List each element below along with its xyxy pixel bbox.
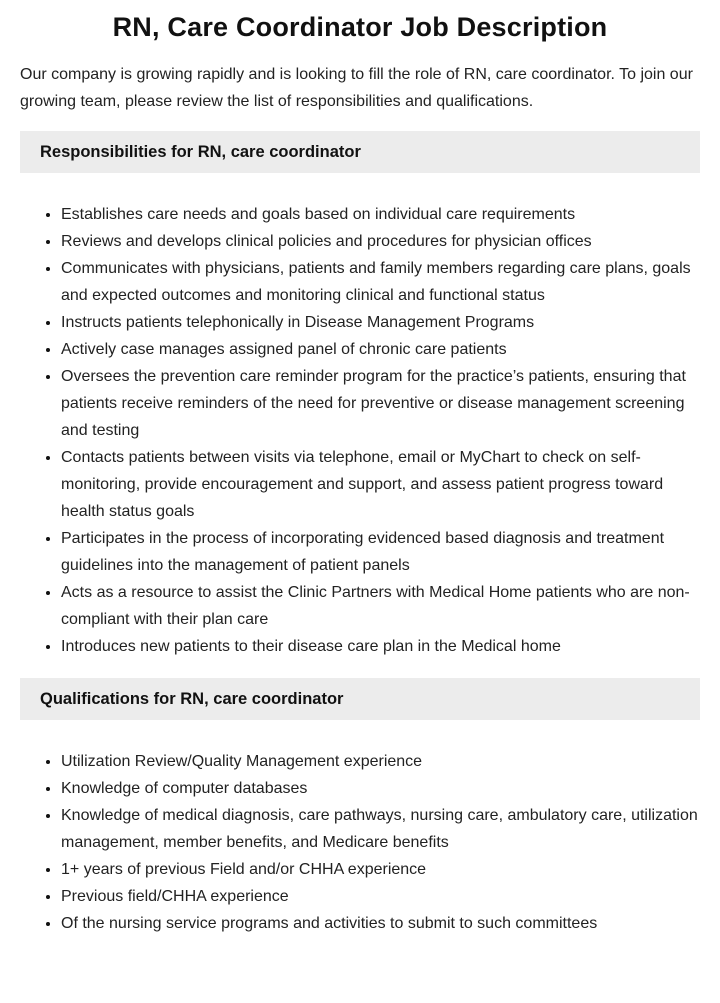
section-bar-responsibilities xyxy=(20,131,700,173)
list-item: • Knowledge of computer databases xyxy=(61,775,700,802)
qualifications-list xyxy=(20,748,700,937)
list-item: • Instructs patients telephonically in Disease Management Programs xyxy=(61,309,700,336)
list-item: • Knowledge of medical diagnosis, care pathways, nursing care, ambulatory care, utilization management, member benefits, and Medicare benefits xyxy=(61,802,700,856)
intro-text: Our company is growing rapidly and is looking to fill the role of RN, care coordinator. To join our growing team, please review the list of responsibilities and qualifications. xyxy=(20,66,693,110)
responsibilities-list xyxy=(20,201,700,660)
list-item: • Acts as a resource to assist the Clinic Partners with Medical Home patients who are non-compliant with their plan care xyxy=(61,579,700,633)
page-title: RN, Care Coordinator Job Description xyxy=(112,12,608,42)
qualifications-heading: Qualifications for RN, care coordinator xyxy=(40,690,344,708)
list-item: • Actively case manages assigned panel of chronic care patients xyxy=(61,336,700,363)
list-item: • Of the nursing service programs and activities to submit to such committees xyxy=(61,910,700,937)
list-item: • Establishes care needs and goals based on individual care requirements xyxy=(61,201,700,228)
list-item: • Introduces new patients to their disease care plan in the Medical home xyxy=(61,633,700,660)
list-item: • Utilization Review/Quality Management experience xyxy=(61,748,700,775)
list-item: • Participates in the process of incorporating evidenced based diagnosis and treatment guidelines into the management of patient panels xyxy=(61,525,700,579)
list-item: • Reviews and develops clinical policies and procedures for physician offices xyxy=(61,228,700,255)
list-item: • Communicates with physicians, patients and family members regarding care plans, goals and expected outcomes and monitoring clinical and functional status xyxy=(61,255,700,309)
list-item: • Contacts patients between visits via telephone, email or MyChart to check on self-monitoring, provide encouragement and support, and assess patient progress toward health status goals xyxy=(61,444,700,525)
list-item: • 1+ years of previous Field and/or CHHA experience xyxy=(61,856,700,883)
section-bar-qualifications xyxy=(20,678,700,720)
responsibilities-heading: Responsibilities for RN, care coordinator xyxy=(40,143,361,161)
list-item: • Oversees the prevention care reminder program for the practice’s patients, ensuring that patients receive reminders of the need for preventive or disease management screening and testing xyxy=(61,363,700,444)
list-item: • Previous field/CHHA experience xyxy=(61,883,700,910)
